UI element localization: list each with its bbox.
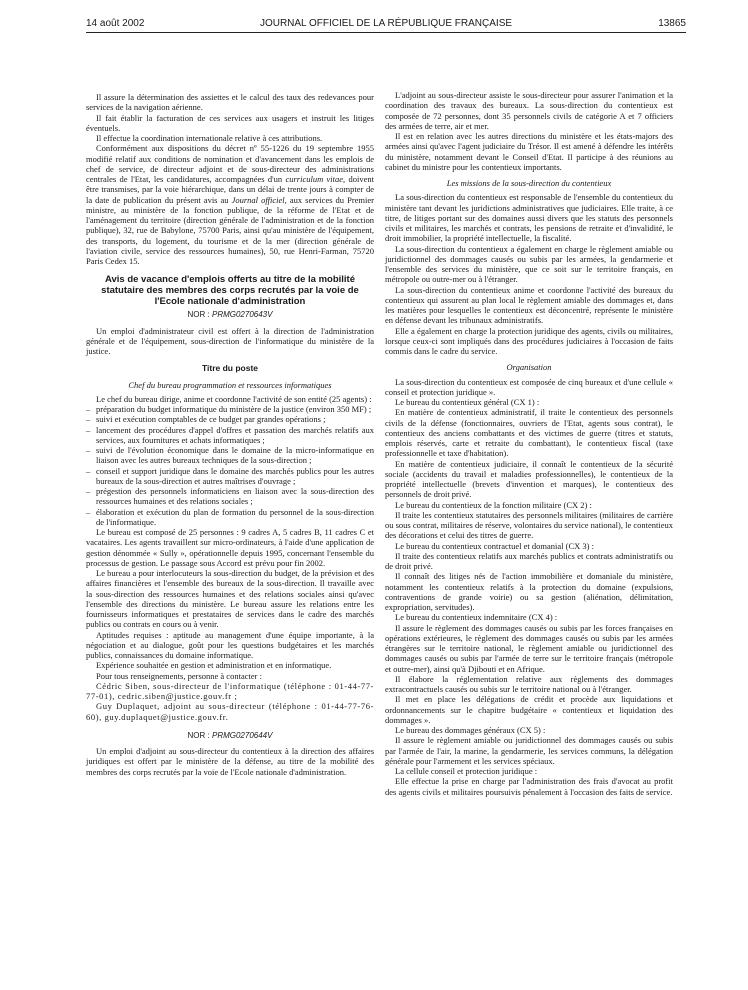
list-item: – suivi de l'évolution économique dans le domaine de la micro-informatique en liaison avec les autres bureaux techniques de la sous-direction ; [86,445,374,466]
list-item: – conseil et support juridique dans le domaine des marchés publics pour les autres bureaux de la sous-direction et autres maîtrises d'ouvrage ; [86,466,374,487]
paragraph: Le bureau du contentieux général (CX 1) : [395,397,540,407]
paragraph: Le bureau du contentieux indemnitaire (CX 4) : [395,612,558,623]
paragraph: La sous-direction du contentieux anime et coordonne l'activité des bureaux du contentieux qui assurent au plan local le règlement amiable des dommages et, dans les matières pour lesquelles le contentieux est déconcentré, représente le ministère en défense devant les tribunaux administratifs. [385,284,673,326]
paragraph: Le bureau du contentieux contractuel et domanial (CX 3) : [395,540,594,551]
list-item: – élaboration et exécution du plan de formation du personnel de la sous-direction de l'informatique. [86,507,374,528]
paragraph: L'adjoint au sous-directeur assiste le sous-directeur pour assurer l'animation et la coordination des travaux des bureaux. La sous-direction du contentieux est composée de 72 personnes, dont 35 personnels civils de catégorie A et 7 officiers des armées de terre, air et mer. [385,90,673,131]
header-rule [86,32,686,33]
paragraph: Il traite des contentieux relatifs aux marchés publics et contrats administratifs ou de droit privé. [385,550,673,571]
contact-entry: Guy Duplaquet, adjoint au sous-directeur (téléphone : 01-44-77-76-60), guy.duplaquet@justice.gouv.fr. [86,701,374,722]
paragraph: En matière de contentieux judiciaire, il connaît le contentieux de la sécurité sociale (accidents du travail et maladies professionnelles), le contentieux de la propriété intellectuelle (brevets d'invention et marques), le contentieux des personnels de droit privé. [385,458,673,500]
contact-entry: Cédric Siben, sous-directeur de l'informatique (téléphone : 01-44-77-77-01), cedric.siben@justice.gouv.fr ; [86,680,374,701]
post-title: Chef du bureau programmation et ressources informatiques [128,379,332,390]
paragraph: La sous-direction du contentieux est responsable de l'ensemble du contentieux du ministère tant devant les juridictions administratives que judiciaires. Elle traite, à ce titre, de litiges portant sur des domaines aussi divers que les statuts des personnels civils et militaires, les marchés et contrats, les pensions de retraite et d'invalidité, le droit immobilier, la propriété intellectuelle, la fiscalité. [385,192,673,244]
paragraph: La sous-direction du contentieux est composée de cinq bureaux et d'une cellule « conseil et protection juridique ». [385,376,673,397]
section-heading: Organisation [506,362,552,373]
paragraph: Il traite les contentieux statutaires des personnels militaires (militaires de carrière ou sous contrat, militaires de réserve, volontaires du service national), le contentieux des décorations et celui des titres de guerre. [385,509,673,541]
paragraph: Elle a également en charge la protection juridique des agents, civils ou militaires, lorsque ceux-ci sont impliqués dans des procédures judiciaires à l'occasion de faits commis dans le cadre du service. [385,325,673,356]
paragraph: Le chef du bureau dirige, anime et coordonne l'activité de son entité (25 agents) : [96,393,372,404]
paragraph: Il fait établir la facturation de ces services aux usagers et instruit les litiges éventuels. [86,112,374,133]
paragraph: Il connaît des litiges nés de l'action immobilière et domaniale du ministère, notamment les contentieux relatifs à la protection du domaine (expulsions, contraventions de grande voirie) ou sa gestion (aliénation, délimitation, expropriation, servitudes). [385,571,673,612]
paragraph: Il assure la détermination des assiettes et le calcul des taux des redevances pour services de la navigation aérienne. [86,92,374,113]
paragraph: Il élabore la réglementation relative aux règlements des dommages extracontractuels causés ou subis sur le territoire national ou à l'étranger. [385,673,673,694]
paragraph: Le bureau du contentieux de la fonction militaire (CX 2) : [395,499,592,510]
paragraph: Il assure le règlement amiable ou juridictionnel des dommages causés ou subis par l'armée de l'air, la marine, la gendarmerie, les services communs, la délégation générale pour l'armement et les services spéciaux. [385,735,673,766]
paragraph: Elle effectue la prise en charge par l'administration des frais d'avocat au profit des agents civils et militaires poursuivis pénalement à l'occasion des faits de service. [385,776,673,797]
paragraph: La sous-direction du contentieux a également en charge le règlement amiable ou juridictionnel des dommages causés ou subis par les armées, la gendarmerie et l'ensemble des services du ministère, que ce soit sur le territoire français, en métropole ou outre-mer ou à l'étranger. [385,243,673,285]
paragraph: Il effectue la coordination internationale relative à ces attributions. [96,133,323,143]
paragraph: Le bureau a pour interlocuteurs la sous-direction du budget, de la prévision et des affaires financières et l'ensemble des bureaux de la sous-direction. Il travaille avec la sous-direction des ressources humaines et des relations sociales ainsi qu'avec l'ensemble des directions du ministère. Le bureau assure les relations entre les fournisseurs informatiques et prestataires de services dans le cadre des marchés publics ou contrats en cours ou à venir. [86,568,374,630]
paragraph: Le bureau des dommages généraux (CX 5) : [395,725,546,735]
list-item: – prégestion des personnels informaticiens en liaison avec la sous-direction des ressources humaines et des relations sociales ; [86,486,374,507]
notice-title: Avis de vacance d'emplois offerts au titre de la mobilité statutaire des membres des corps recrutés par la voie de l'Ecole nationale d'administration [101,274,359,308]
paragraph: Il met en place les délégations de crédit et procède aux liquidations et ordonnancements sur le chapitre budgétaire « contentieux et liquidation des dommages ». [385,694,673,725]
paragraph: Aptitudes requises : aptitude au management d'une équipe importante, à la négociation et au dialogue, goût pour les questions budgétaires et les marchés publics, connaissances du domaine informatique. [86,629,374,660]
paragraph: Conformément aux dispositions du décret nº 55-1226 du 19 septembre 1955 modifié relatif aux conditions de nomination et d'avancement dans les emplois de chef de service, de directeur adjoint et de sous-directeur des administrations centrales de l'Etat, les candidatures, accompagnées d'un curriculum vitae, doivent être transmises, par la voie hiérarchique, dans un délai de trente jours à compter de la date de publication du présent avis au Journal officiel, aux services du Premier ministre, au ministère de la fonction publique, de la réforme de l'Etat et de l'aménagement du territoire (direction générale de l'administration et de la fonction publique), 32, rue de Babylone, 75700 Paris, ainsi qu'au ministère de l'équipement, des transports, du logement, du tourisme et de la mer (direction générale de l'aviation civile, service des ressources humaines), 50, rue Henri-Farman, 75720 Paris Cedex 15. [86,143,375,266]
paragraph: La cellule conseil et protection juridique : [395,766,538,776]
list-item: – suivi et exécution comptables de ce budget par grandes opérations ; [86,414,374,424]
paragraph: Un emploi d'adjoint au sous-directeur du contentieux à la direction des affaires juridiques est offert par le ministère de la défense, au titre de la mobilité des membres des corps recrutés par la voie de l'Ecole nationale d'administration. [86,746,374,777]
journal-title: JOURNAL OFFICIEL DE LA RÉPUBLIQUE FRANÇAISE [259,18,513,29]
section-heading: Les missions de la sous-direction du contentieux [446,178,612,188]
paragraph: Expérience souhaitée en gestion et administration et en informatique. [96,660,332,671]
list-item: – lancement des procédures d'appel d'offres et passation des marchés relatifs aux services, aux fournitures et achats informatiques ; [86,425,374,446]
paragraph: Il est en relation avec les autres directions du ministère et les états-majors des armées ainsi qu'avec l'agent judiciaire du Trésor. Il est amené à défendre les intérêts du ministère, notamment devant le Conseil d'Etat. Il participe à des réunions au cabinet du ministre pour les contentieux importants. [385,131,673,172]
paragraph: Le bureau est composé de 25 personnes : 9 cadres A, 5 cadres B, 11 cadres C et vacataires. Les agents travaillent sur micro-ordinateurs, à l'aide d'une application de gestion dénommée « Sully », opérationnelle depuis 1995, concernant l'ensemble du processus de gestion. Le passage sous Accord est prévu pour fin 2002. [86,527,374,568]
paragraph: Un emploi d'administrateur civil est offert à la direction de l'administration générale et de l'équipement, sous-direction de l'informatique du ministère de la justice. [86,325,374,356]
paragraph: En matière de contentieux administratif, il traite le contentieux des personnels civils de la défense (fonctionnaires, ouvriers de l'Etat, agents sous contrat), le contentieux des anciens combattants et des victimes de guerre (titres et statuts, emplois réservés, carte et retraite du combattant), le contentieux fiscal (taxe professionnelle et taxe d'habitation). [385,407,673,459]
section-title: Titre du poste [201,363,259,374]
paragraph: Il assure le règlement des dommages causés ou subis par les forces françaises en opérations extérieures, le règlement des dommages causés ou subis par les armées étrangères sur le territoire national, le règlement amiable ou juridictionnel des dommages causés ou subis par l'armée de terre sur le territoire français (métropole et outre-mer), ainsi qu'à Djibouti et en Afrique. [385,622,673,674]
nor-reference: NOR : PRMG0270643V [187,310,273,320]
list-item: – préparation du budget informatique du ministère de la justice (environ 350 MF) ; [86,404,374,414]
duties-list [86,404,374,527]
left-column [86,92,374,777]
nor-reference: NOR : PRMG0270644V [187,730,273,740]
paragraph: Pour tous renseignements, personne à contacter : [96,670,262,681]
right-column [385,90,673,797]
page-number: 13865 [658,18,686,29]
issue-date: 14 août 2002 [86,18,145,29]
